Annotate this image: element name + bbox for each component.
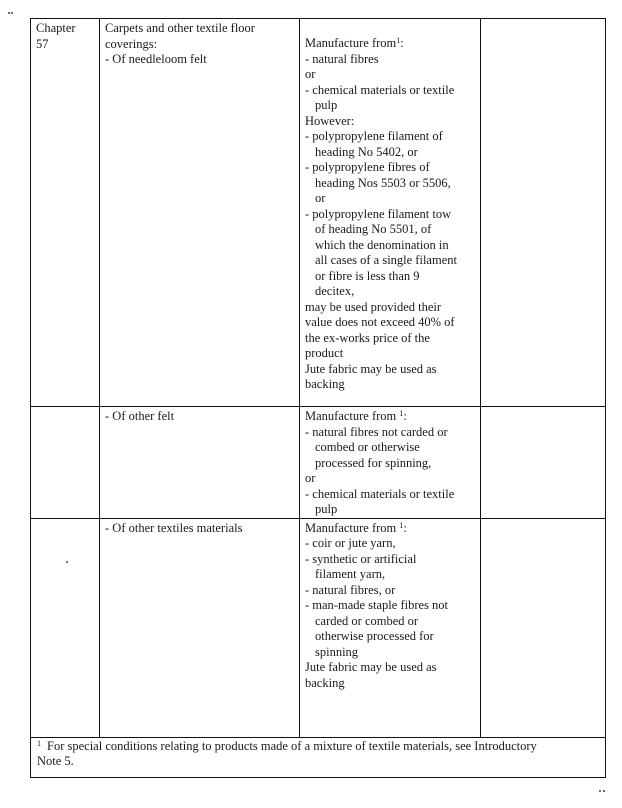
rule-line: - polypropylene filament of	[305, 129, 443, 143]
rule-line: - natural fibres	[305, 51, 379, 66]
footnote-line: Note 5.	[37, 753, 74, 768]
scan-speck	[599, 790, 601, 792]
rule-intro-text: Manufacture from	[305, 409, 400, 423]
rule-line: or fibre is less than 9	[315, 268, 420, 283]
rule-line: Jute fabric may be used as	[305, 660, 437, 674]
scan-speck	[8, 12, 10, 14]
rule-line: Jute fabric may be used as	[305, 361, 437, 376]
heading-cell	[31, 407, 100, 519]
rule-line: the ex-works price of the	[305, 330, 430, 345]
alternative-rule-cell	[481, 518, 606, 737]
footnote-row	[31, 737, 606, 777]
rule-line: or	[305, 471, 316, 485]
rule-line: - man-made staple fibres not	[305, 598, 449, 612]
rule-line: heading Nos 5503 or 5506,	[315, 175, 451, 190]
table-row	[31, 19, 606, 407]
rule-line: However:	[305, 113, 355, 128]
description-line: - Of other felt	[105, 409, 175, 423]
rule-line: - polypropylene fibres of	[305, 160, 430, 174]
rule-intro	[305, 409, 476, 425]
rule-line: - chemical materials or textile	[305, 82, 455, 97]
rule-line: backing	[305, 675, 345, 690]
rule-line: pulp	[315, 98, 338, 112]
rule-intro-colon: :	[400, 36, 404, 50]
rule-line: value does not exceed 40% of	[305, 315, 455, 329]
heading-cell	[31, 518, 100, 737]
description-cell	[100, 518, 300, 737]
rule-line: of heading No 5501, of	[315, 222, 432, 236]
rule-line: or	[305, 67, 316, 81]
rule-line: may be used provided their	[305, 299, 442, 314]
description-line: - Of other textiles materials	[105, 520, 243, 535]
footnote-ref: 1	[399, 409, 404, 418]
rule-line: heading No 5402, or	[315, 144, 418, 159]
origin-rules-table	[30, 18, 606, 778]
rule-line: processed for spinning,	[315, 455, 432, 470]
footnote-line	[37, 739, 599, 754]
alternative-rule-cell	[481, 407, 606, 519]
rule-intro	[305, 521, 476, 537]
description-line: - Of needleloom felt	[105, 52, 207, 66]
rule-line: product	[305, 346, 344, 360]
rule-intro-colon: :	[403, 409, 407, 423]
description-line: coverings:	[105, 36, 158, 51]
heading-cell	[31, 19, 100, 407]
rule-line: backing	[305, 377, 345, 391]
rule-cell	[300, 407, 481, 519]
footnote-marker: 1	[37, 738, 41, 748]
rule-intro-text: Manufacture from	[305, 36, 397, 50]
table-row	[31, 407, 606, 519]
rule-line: combed or otherwise	[315, 440, 420, 454]
description-line: Carpets and other textile floor	[105, 21, 255, 35]
footnote-ref: 1	[396, 36, 401, 45]
chapter-label: Chapter	[36, 21, 76, 35]
rule-intro-colon: :	[403, 520, 407, 535]
scan-speck	[603, 790, 605, 792]
table-row	[31, 518, 606, 737]
rule-line: filament yarn,	[315, 567, 386, 581]
rule-line: - natural fibres, or	[305, 582, 396, 597]
rule-line: - natural fibres not carded or	[305, 424, 448, 439]
rule-line: pulp	[315, 502, 338, 516]
rule-line: or	[315, 191, 326, 205]
rule-line: - chemical materials or textile	[305, 486, 455, 501]
rule-line: - coir or jute yarn,	[305, 536, 396, 550]
footnote-ref: 1	[399, 520, 404, 530]
rule-cell	[300, 19, 481, 407]
chapter-number: 57	[36, 36, 49, 51]
rule-line: otherwise processed for	[315, 629, 434, 643]
description-cell	[100, 407, 300, 519]
rule-intro	[305, 36, 476, 52]
rule-cell	[300, 518, 481, 737]
alternative-rule-cell	[481, 19, 606, 407]
rule-line: all cases of a single filament	[315, 253, 457, 267]
footnote-cell	[31, 737, 606, 777]
scan-speck	[11, 12, 13, 14]
rule-line: carded or combed or	[315, 613, 419, 628]
rule-line: which the denomination in	[315, 237, 449, 252]
rule-line: decitex,	[315, 284, 355, 298]
rule-line: - polypropylene filament tow	[305, 206, 452, 221]
description-cell	[100, 19, 300, 407]
rule-intro-text: Manufacture from	[305, 520, 400, 535]
footnote-text: For special conditions relating to products made of a mixture of textile materials, see Introductory	[47, 738, 537, 753]
rule-line: spinning	[315, 644, 359, 659]
rule-line: - synthetic or artificial	[305, 551, 417, 566]
